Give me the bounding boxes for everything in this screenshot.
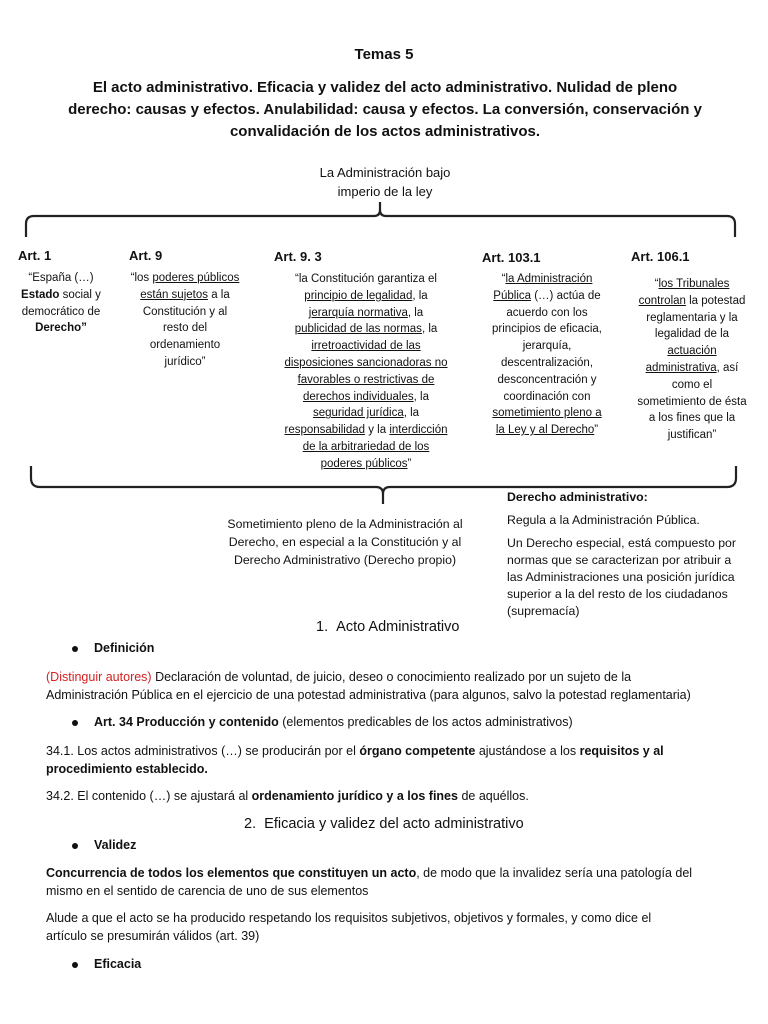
text-line bbox=[268, 321, 464, 338]
underlined-text: Pública bbox=[493, 289, 532, 302]
text-line: Sometimiento pleno de la Administración al bbox=[227, 517, 463, 531]
text-line: las Administraciones una posición jurídica bbox=[507, 570, 735, 584]
text: social y bbox=[59, 288, 101, 301]
text-line bbox=[624, 276, 760, 293]
section2-heading bbox=[244, 816, 524, 832]
underlined-text: poderes públicos bbox=[152, 272, 240, 284]
underlined-text: los Tribunales bbox=[658, 278, 730, 290]
text-line: Derecho, en especial a la Constitución y al bbox=[228, 535, 462, 549]
text-line bbox=[268, 305, 464, 322]
underlined-text: interdicción bbox=[389, 424, 448, 437]
bullet-icon bbox=[72, 646, 78, 652]
art1031-heading: Art. 103.1 bbox=[482, 250, 541, 265]
main-title-line: El acto administrativo. Eficacia y validez del acto administrativo. Nulidad de pleno bbox=[92, 79, 678, 96]
underlined-text: seguridad jurídica bbox=[312, 407, 404, 420]
text-line bbox=[268, 405, 464, 422]
art1061-heading: Art. 106.1 bbox=[631, 249, 690, 264]
text: (…) actúa de bbox=[531, 289, 601, 302]
text: , la bbox=[407, 306, 424, 319]
text: y la bbox=[365, 424, 390, 437]
text: ” bbox=[407, 457, 412, 470]
derecho-admin-p1: Regula a la Administración Pública. bbox=[507, 513, 700, 527]
text: , la bbox=[403, 407, 420, 420]
text: “los bbox=[130, 272, 153, 284]
derecho-admin-title: Derecho administrativo: bbox=[507, 490, 648, 504]
text-line: “la Constitución garantiza el bbox=[295, 273, 437, 285]
text-line: a los fines que la bbox=[648, 412, 736, 425]
text-line: jerarquía, bbox=[522, 340, 572, 353]
text: “ bbox=[654, 278, 659, 290]
text-line: desconcentración y bbox=[497, 373, 597, 386]
text-line: principios de eficacia, bbox=[492, 323, 602, 336]
definicion-paragraph bbox=[46, 668, 761, 704]
text-line: favorables o restrictivas de bbox=[297, 373, 435, 386]
text-line bbox=[476, 288, 618, 305]
bullet-definicion: Definición bbox=[94, 641, 155, 655]
art1061-text bbox=[624, 276, 760, 444]
underlined-text: jerarquía normativa bbox=[308, 306, 408, 319]
text: , de modo que la invalidez sería una patología del bbox=[416, 866, 693, 880]
text-line: resto del bbox=[162, 322, 208, 335]
text-line: superior a la del resto de los ciudadanos bbox=[507, 587, 728, 601]
text-line: Constitución y al bbox=[142, 305, 228, 318]
bold-text: órgano competente bbox=[359, 744, 476, 758]
text-line: jurídico” bbox=[164, 355, 206, 368]
text: , la bbox=[413, 390, 429, 403]
underlined-text: poderes públicos bbox=[320, 457, 408, 470]
main-title-line: derecho: causas y efectos. Anulabilidad: causa y efectos. La conversión, conservación y bbox=[68, 101, 702, 118]
main-title-line: convalidación de los actos administrativos. bbox=[229, 123, 541, 140]
text-line: de la arbitrariedad de los bbox=[302, 440, 430, 453]
art1-heading: Art. 1 bbox=[18, 248, 52, 263]
text-line bbox=[120, 287, 250, 304]
text: ” bbox=[594, 424, 599, 437]
text: 34.1. Los actos administrativos (…) se producirán por el bbox=[46, 744, 360, 758]
text-line: (supremacía) bbox=[507, 604, 580, 618]
text-line: como el bbox=[671, 378, 713, 391]
bullet-icon bbox=[72, 720, 78, 726]
text-line: Alude a que el acto se ha producido respetando los requisitos subjetivos, objetivos y formales, y como dice el bbox=[46, 911, 652, 925]
text: la potestad bbox=[685, 294, 746, 307]
art9-text bbox=[120, 270, 250, 371]
underlined-text: derechos individuales bbox=[303, 390, 414, 403]
text: (elementos predicables de los actos administrativos) bbox=[278, 715, 573, 729]
section1-heading bbox=[316, 619, 459, 635]
text-line bbox=[46, 668, 761, 686]
text: , la bbox=[412, 289, 428, 302]
text: 34.2. El contenido (…) se ajustará al bbox=[46, 789, 252, 803]
text-line: legalidad de la bbox=[654, 328, 730, 341]
section-title: Eficacia y validez del acto administrativo bbox=[264, 816, 524, 832]
text-line: irretroactividad de las bbox=[311, 340, 421, 353]
text-line bbox=[624, 293, 760, 310]
art9-heading: Art. 9 bbox=[129, 248, 163, 263]
text-line: actuación bbox=[667, 345, 717, 358]
text-line bbox=[8, 287, 114, 304]
text-line: sometimiento de ésta bbox=[637, 395, 747, 408]
distinguir-autores-note: (Distinguir autores) bbox=[46, 670, 152, 684]
top-brace bbox=[26, 202, 735, 237]
text-line: acuerdo con los bbox=[506, 306, 588, 319]
text: Declaración de voluntad, de juicio, deseo o conocimiento realizado por un sujeto de la bbox=[151, 670, 632, 684]
underlined-text: controlan bbox=[638, 294, 686, 307]
text: a la bbox=[208, 288, 230, 301]
top-label-line: La Administración bajo bbox=[319, 165, 451, 180]
text-line bbox=[268, 422, 464, 439]
underlined-text: responsabilidad bbox=[284, 424, 366, 437]
text-line: Administración Pública en el ejercicio de una potestad administrativa (para algunos, salvo la potestad reglamentaria) bbox=[46, 688, 691, 702]
underlined-text: la Administración bbox=[505, 273, 593, 285]
text-line bbox=[268, 288, 464, 305]
top-label-line: imperio de la ley bbox=[337, 184, 433, 199]
text: de aquéllos. bbox=[457, 789, 529, 803]
derecho-admin-p2 bbox=[507, 535, 762, 620]
text-line: sometimiento pleno a bbox=[492, 407, 602, 420]
top-label bbox=[280, 163, 490, 201]
text: ajustándose a los bbox=[475, 744, 580, 758]
underlined-text: publicidad de las normas bbox=[294, 323, 422, 336]
text-line: normas que se caracterizan por atribuir a bbox=[507, 553, 732, 567]
bullet-validez: Validez bbox=[94, 838, 137, 852]
bold-text: Art. 34 Producción y contenido bbox=[94, 715, 279, 729]
derecho-admin-block bbox=[507, 489, 762, 620]
text-line: ordenamiento bbox=[149, 339, 221, 352]
text-line: artículo se presumirán válidos (art. 39) bbox=[46, 929, 260, 943]
text: , así bbox=[716, 361, 739, 374]
bold-text: ordenamiento jurídico y a los fines bbox=[251, 789, 458, 803]
sometimiento-text bbox=[205, 515, 485, 569]
bold-text: Concurrencia de todos los elementos que constituyen un acto bbox=[46, 866, 417, 880]
art1-text bbox=[8, 270, 114, 337]
text-line: Derecho” bbox=[35, 322, 87, 335]
bold-text: requisitos y al bbox=[579, 744, 664, 758]
underlined-text: principio de legalidad bbox=[304, 289, 413, 302]
bullet-icon bbox=[72, 843, 78, 849]
text-line bbox=[46, 864, 761, 882]
art93-heading: Art. 9. 3 bbox=[274, 249, 322, 264]
bullet-art34 bbox=[94, 713, 573, 731]
text-line bbox=[268, 389, 464, 406]
main-title bbox=[40, 77, 730, 143]
section-number: 2. bbox=[244, 816, 257, 832]
art93-text bbox=[268, 271, 464, 473]
validez-paragraph-1 bbox=[46, 864, 761, 900]
underlined-text: la Ley y al Derecho bbox=[495, 424, 595, 437]
paragraph-34-2 bbox=[46, 787, 761, 805]
text-line: Un Derecho especial, está compuesto por bbox=[507, 536, 736, 550]
text-line: democrático de bbox=[21, 305, 101, 318]
text-line: disposiciones sancionadoras no bbox=[284, 356, 448, 369]
bullet-eficacia: Eficacia bbox=[94, 957, 142, 971]
section-title: Acto Administrativo bbox=[336, 619, 460, 635]
temas-label: Temas 5 bbox=[354, 46, 414, 63]
text-line: Derecho Administrativo (Derecho propio) bbox=[233, 553, 457, 567]
text-line: justifican” bbox=[667, 429, 717, 442]
text-line: procedimiento establecido. bbox=[46, 762, 208, 776]
text-line: mismo en el sentido de carencia de uno de sus elementos bbox=[46, 884, 369, 898]
underlined-text: están sujetos bbox=[140, 288, 208, 301]
text: “ bbox=[501, 273, 506, 285]
text: , la bbox=[421, 323, 438, 336]
art1031-text bbox=[476, 271, 618, 439]
paragraph-34-1 bbox=[46, 742, 761, 778]
validez-paragraph-2 bbox=[46, 909, 761, 945]
text-line bbox=[268, 456, 464, 473]
text-line: coordinación con bbox=[503, 390, 591, 403]
text-line bbox=[120, 270, 250, 287]
bullet-icon bbox=[72, 962, 78, 968]
section-number: 1. bbox=[316, 619, 329, 635]
bold-text: Estado bbox=[21, 288, 60, 301]
text-line bbox=[624, 360, 760, 377]
text-line bbox=[476, 271, 618, 288]
text-line: “España (…) bbox=[28, 272, 94, 284]
text-line: reglamentaria y la bbox=[646, 311, 738, 324]
text-line bbox=[46, 742, 761, 760]
text-line bbox=[476, 422, 618, 439]
text-line: descentralización, bbox=[500, 356, 594, 369]
underlined-text: administrativa bbox=[645, 361, 717, 374]
